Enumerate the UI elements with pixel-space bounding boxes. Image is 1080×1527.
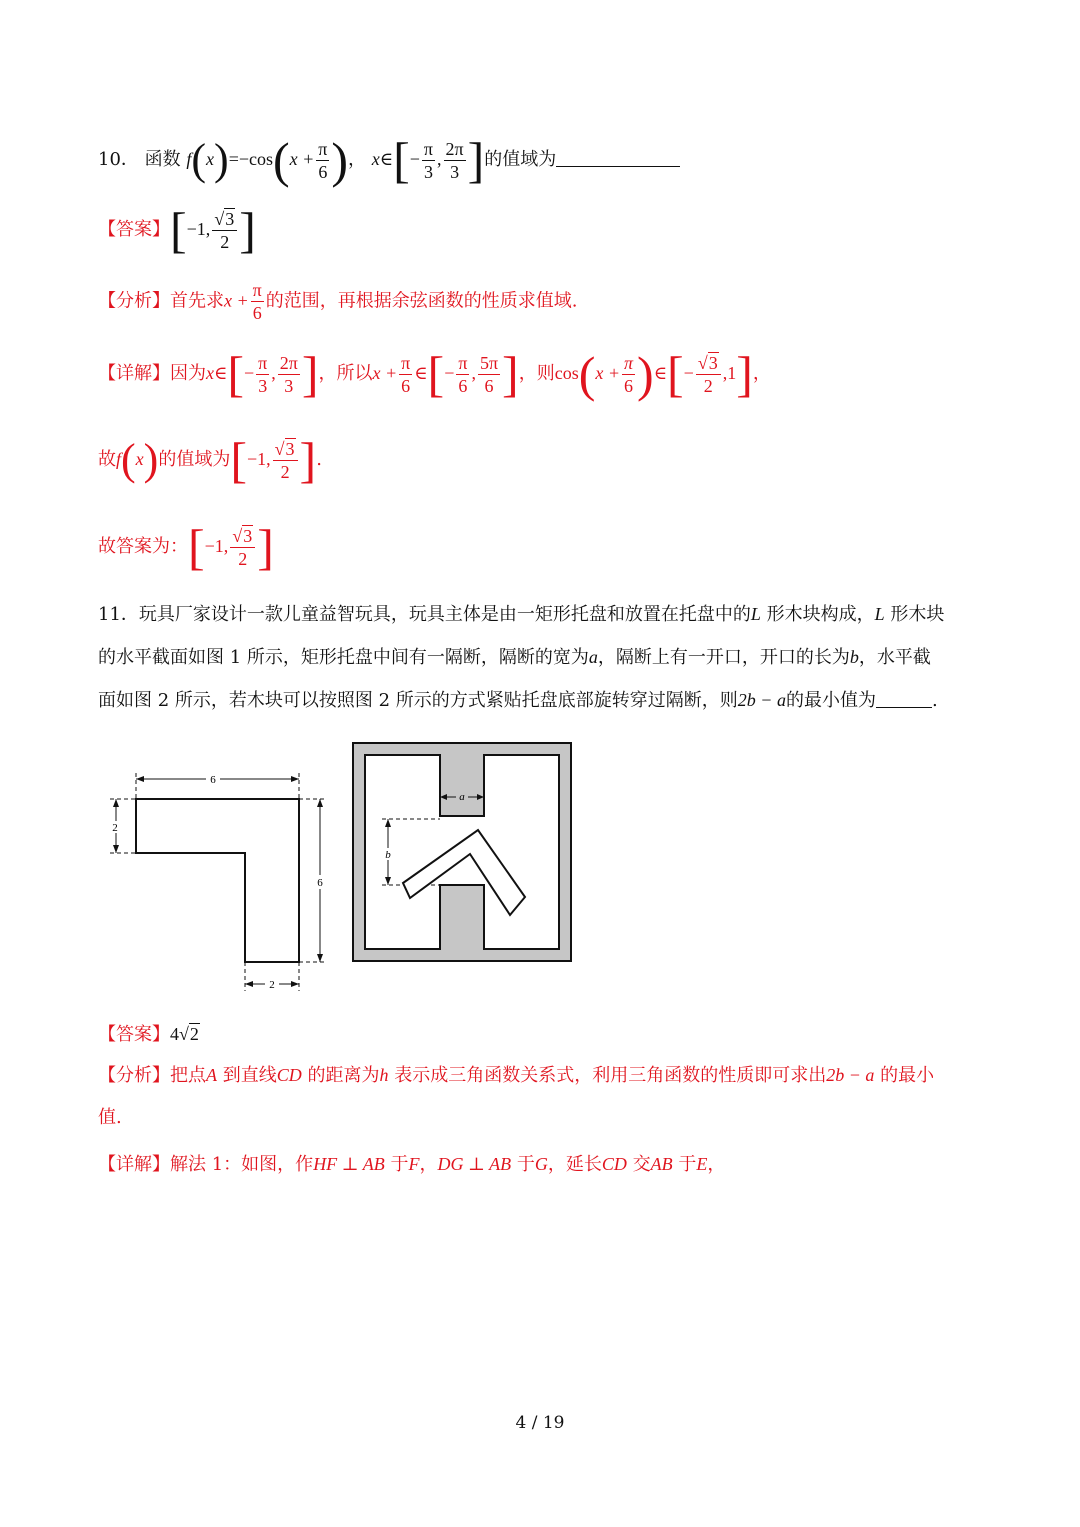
cos: cos: [554, 363, 579, 383]
paren: (: [273, 132, 290, 188]
a11-detail-line: [98, 1150, 725, 1176]
bracket: [: [188, 519, 205, 575]
q11-text: 的最小值为: [785, 690, 876, 711]
q11-line-2: [98, 636, 988, 679]
point-f: F: [408, 1154, 420, 1174]
point-e: E: [696, 1154, 708, 1174]
frac-sqrt3-2: $\frac{√3}{2}$: [696, 352, 721, 397]
q10-eq: =−cos: [228, 149, 273, 169]
page-number: 4 / 19: [515, 1413, 565, 1433]
detail-text: 因为: [170, 363, 206, 384]
in-sign: ∈: [379, 149, 394, 169]
paren: ): [143, 435, 159, 484]
x-plus: x +: [595, 363, 620, 383]
analysis-pre: 首先求: [170, 290, 224, 312]
frac-den: 3: [258, 375, 268, 396]
x-plus: x +: [224, 290, 249, 311]
minus: −: [243, 363, 255, 383]
label-a: a: [459, 791, 465, 803]
q11-paragraph: [98, 593, 988, 722]
expr: 2b − a: [826, 1065, 875, 1085]
frac-num: 2π: [445, 138, 464, 159]
analysis-label: 【分析】: [98, 1065, 170, 1086]
detail-text: 交: [632, 1154, 651, 1175]
b: b: [849, 647, 859, 667]
frac-den: 2: [220, 231, 230, 252]
minus: −: [409, 149, 420, 169]
bracket: ]: [502, 346, 519, 402]
q11-line-1: [98, 593, 988, 636]
frac-pi-6: [622, 352, 635, 397]
paren: ): [637, 346, 654, 402]
point-g: G: [534, 1154, 548, 1174]
answer-coef: 4: [170, 1024, 179, 1044]
bracket: [: [230, 432, 247, 488]
frac-den: 3: [423, 161, 433, 182]
q11-line-3: [98, 679, 988, 722]
detail-text: 于: [678, 1154, 697, 1175]
analysis-post: 的范围，再根据余弦函数的性质求值域.: [265, 290, 578, 312]
frac-den: 6: [401, 375, 411, 396]
frac-den: 2: [703, 375, 713, 396]
dg-perp-ab: DG ⊥ AB: [437, 1154, 512, 1174]
q11-text: 形木块: [890, 604, 945, 625]
analysis-text: 把点: [170, 1065, 206, 1086]
frac-pi-6: [399, 352, 412, 397]
frac-pi-6: [251, 279, 264, 324]
q11-number: 11．: [98, 604, 139, 625]
paren: (: [191, 135, 207, 184]
dim-bottom: 2: [269, 979, 275, 991]
figure-2-tray: [352, 742, 574, 964]
neg-one: −1,: [186, 219, 211, 239]
analysis-text: 到直线: [222, 1065, 277, 1086]
analysis-text: 的距离为: [307, 1065, 380, 1086]
a10-detail-line: 【详解】因为x∈[− $\frac{\pi}{3}$ , $\frac{2\pi}{3}$ ]，所以x + $\frac{\pi}{6}$ ∈[− $\frac{\pi}{6}$ , $\frac{5\pi}{6}$ ]，则cos(x + $\frac{\pi}{6}$ )∈[− $\frac{√3}{2}$ ,1]，: [98, 346, 771, 402]
paren: ): [214, 135, 229, 184]
in-sign: ∈: [414, 363, 428, 383]
analysis-text: 的最小: [880, 1065, 935, 1086]
answer-blank: [876, 707, 932, 708]
q10-xplus: x +: [289, 149, 315, 169]
figure-1-l-block: [100, 765, 335, 995]
hf-perp-ab: HF ⊥ AB: [313, 1154, 385, 1174]
so-mid: 的值域为: [158, 449, 231, 470]
sqrt-rad: 3: [285, 438, 295, 459]
L: L: [750, 604, 761, 624]
detail-text: 于: [390, 1154, 409, 1175]
sqrt-rad: 3: [243, 525, 253, 546]
var-x: x: [135, 449, 144, 469]
frac-den: 2: [280, 461, 290, 482]
frac-num: π: [252, 280, 262, 300]
detail-text: 解法 1：如图，作: [170, 1154, 314, 1175]
bracket: ]: [257, 519, 274, 575]
analysis-label: 【分析】: [98, 290, 170, 312]
q11-text: ，隔断上有一开口，开口的长为: [597, 647, 850, 668]
q10-lead: 函数: [144, 149, 181, 170]
detail-text: ，: [419, 1154, 438, 1175]
so-end: .: [316, 449, 322, 470]
detail-text: 于: [516, 1154, 535, 1175]
a11-answer-line: 【答案】4√2: [98, 1024, 199, 1045]
a11-analysis: [98, 1054, 988, 1139]
in-sign: ∈: [214, 363, 228, 383]
paren: (: [578, 346, 596, 402]
frac-pi-6: [456, 352, 469, 397]
q10-line: 10． 函数 f(x)=−cos(x + $\frac{\pi}{6}$ )， x∈[− $\frac{\pi}{3}$ , $\frac{2\pi}{3}$ ]的值域为: [98, 135, 680, 185]
dim-top: 6: [210, 774, 216, 786]
point-a: A: [206, 1065, 217, 1085]
x-plus: x +: [372, 363, 398, 383]
q11-text: 形木块构成，: [766, 604, 875, 625]
frac-den: 6: [252, 303, 262, 323]
a10-so-line: [98, 432, 322, 488]
one: ,1: [722, 363, 737, 383]
detail-end: ，: [752, 363, 771, 384]
var-x: x: [206, 363, 214, 383]
frac-num: π: [318, 138, 328, 159]
q10-tail: 的值域为: [484, 149, 557, 170]
q10-var: x: [371, 149, 380, 169]
so-pre: 故: [98, 449, 116, 470]
sqrt-rad: 3: [708, 352, 718, 373]
frac-den: 6: [458, 375, 468, 396]
frac-num: 2π: [279, 352, 298, 373]
frac-den: 6: [318, 161, 328, 182]
bracket: [: [170, 202, 187, 258]
detail-text: ，所以: [318, 363, 373, 384]
neg-one: −1,: [246, 449, 271, 469]
frac-sqrt3-2: $\frac{√3}{2}$: [273, 438, 298, 483]
label-b: b: [385, 849, 391, 861]
line-cd: CD: [601, 1154, 627, 1174]
minus: −: [444, 363, 455, 383]
frac-num: π: [624, 352, 634, 373]
final-label: 故答案为：: [98, 536, 188, 557]
frac-den: 6: [624, 375, 634, 396]
frac-den: 6: [484, 375, 494, 396]
q10-func: f: [186, 149, 192, 169]
l-block-shape: [136, 799, 299, 962]
func: f: [116, 449, 122, 469]
line-cd: CD: [276, 1065, 302, 1085]
a10-final-line: [98, 519, 274, 575]
bracket: [: [667, 346, 684, 402]
in-sign: ∈: [653, 363, 668, 383]
detail-text: ，: [707, 1154, 726, 1175]
sqrt-rad: 2: [189, 1024, 199, 1044]
frac-sqrt3-2: $\frac{√3}{2}$: [230, 525, 255, 570]
frac-den: 3: [450, 161, 460, 182]
a10-answer-line: [98, 202, 256, 258]
frac-num: π: [258, 352, 268, 373]
analysis-text: 表示成三角函数关系式，利用三角函数的性质即可求出: [394, 1065, 827, 1086]
bracket: [: [427, 346, 445, 402]
frac-2pi-3: [278, 352, 300, 397]
dim-left: 2: [112, 822, 118, 834]
dim-right: 6: [317, 877, 323, 889]
bracket: ]: [299, 432, 317, 488]
a10-analysis-line: [98, 279, 577, 324]
bracket: ]: [239, 202, 256, 258]
detail-text: ，延长: [547, 1154, 602, 1175]
q11-text: 的水平截面如图 1 所示，矩形托盘中间有一隔断，隔断的宽为: [98, 647, 589, 668]
bracket: ]: [467, 132, 485, 188]
paren: ): [331, 132, 349, 188]
bracket: ]: [301, 346, 319, 402]
frac-2pi-3: [444, 138, 466, 183]
detail-text: ，则: [518, 363, 555, 384]
paren: (: [121, 435, 136, 484]
expr: 2b − a: [737, 690, 786, 710]
frac-den: 3: [284, 375, 294, 396]
comma: ，: [348, 149, 367, 170]
analysis-text: 值.: [98, 1107, 122, 1128]
L: L: [874, 604, 885, 624]
frac-pi-3: [422, 138, 435, 183]
answer-label: 【答案】: [98, 1024, 170, 1045]
a: a: [588, 647, 598, 667]
line-ab: AB: [650, 1154, 673, 1174]
frac-sqrt3-2: $\frac{√3}{2}$: [212, 208, 237, 253]
q10-var: x: [206, 149, 215, 169]
frac-den: 2: [238, 548, 248, 569]
frac-pi-6: [316, 138, 329, 183]
frac-num: π: [401, 352, 411, 373]
answer-blank: [556, 166, 680, 167]
answer-label: 【答案】: [98, 219, 170, 240]
frac-pi-3: [256, 352, 269, 397]
q11-text: ，水平截: [858, 647, 931, 668]
q10-number: 10．: [98, 149, 139, 170]
q11-text: .: [931, 690, 938, 711]
detail-label: 【详解】: [98, 363, 170, 384]
minus: −: [683, 363, 694, 383]
var-h: h: [379, 1065, 389, 1085]
frac-num: 5π: [479, 352, 499, 373]
frac-num: π: [458, 352, 468, 373]
sqrt-rad: 3: [225, 208, 235, 229]
q11-text: 玩具厂家设计一款儿童益智玩具，玩具主体是由一矩形托盘和放置在托盘中的: [138, 604, 751, 625]
neg-one: −1,: [204, 536, 229, 556]
frac-5pi-6: [478, 352, 500, 397]
bracket: [: [227, 346, 244, 402]
bracket: [: [393, 132, 410, 188]
frac-num: π: [423, 138, 434, 159]
q11-text: 面如图 2 所示，若木块可以按照图 2 所示的方式紧贴托盘底部旋转穿过隔断，则: [98, 690, 738, 711]
bracket: ]: [736, 346, 753, 402]
detail-label: 【详解】: [98, 1154, 170, 1175]
